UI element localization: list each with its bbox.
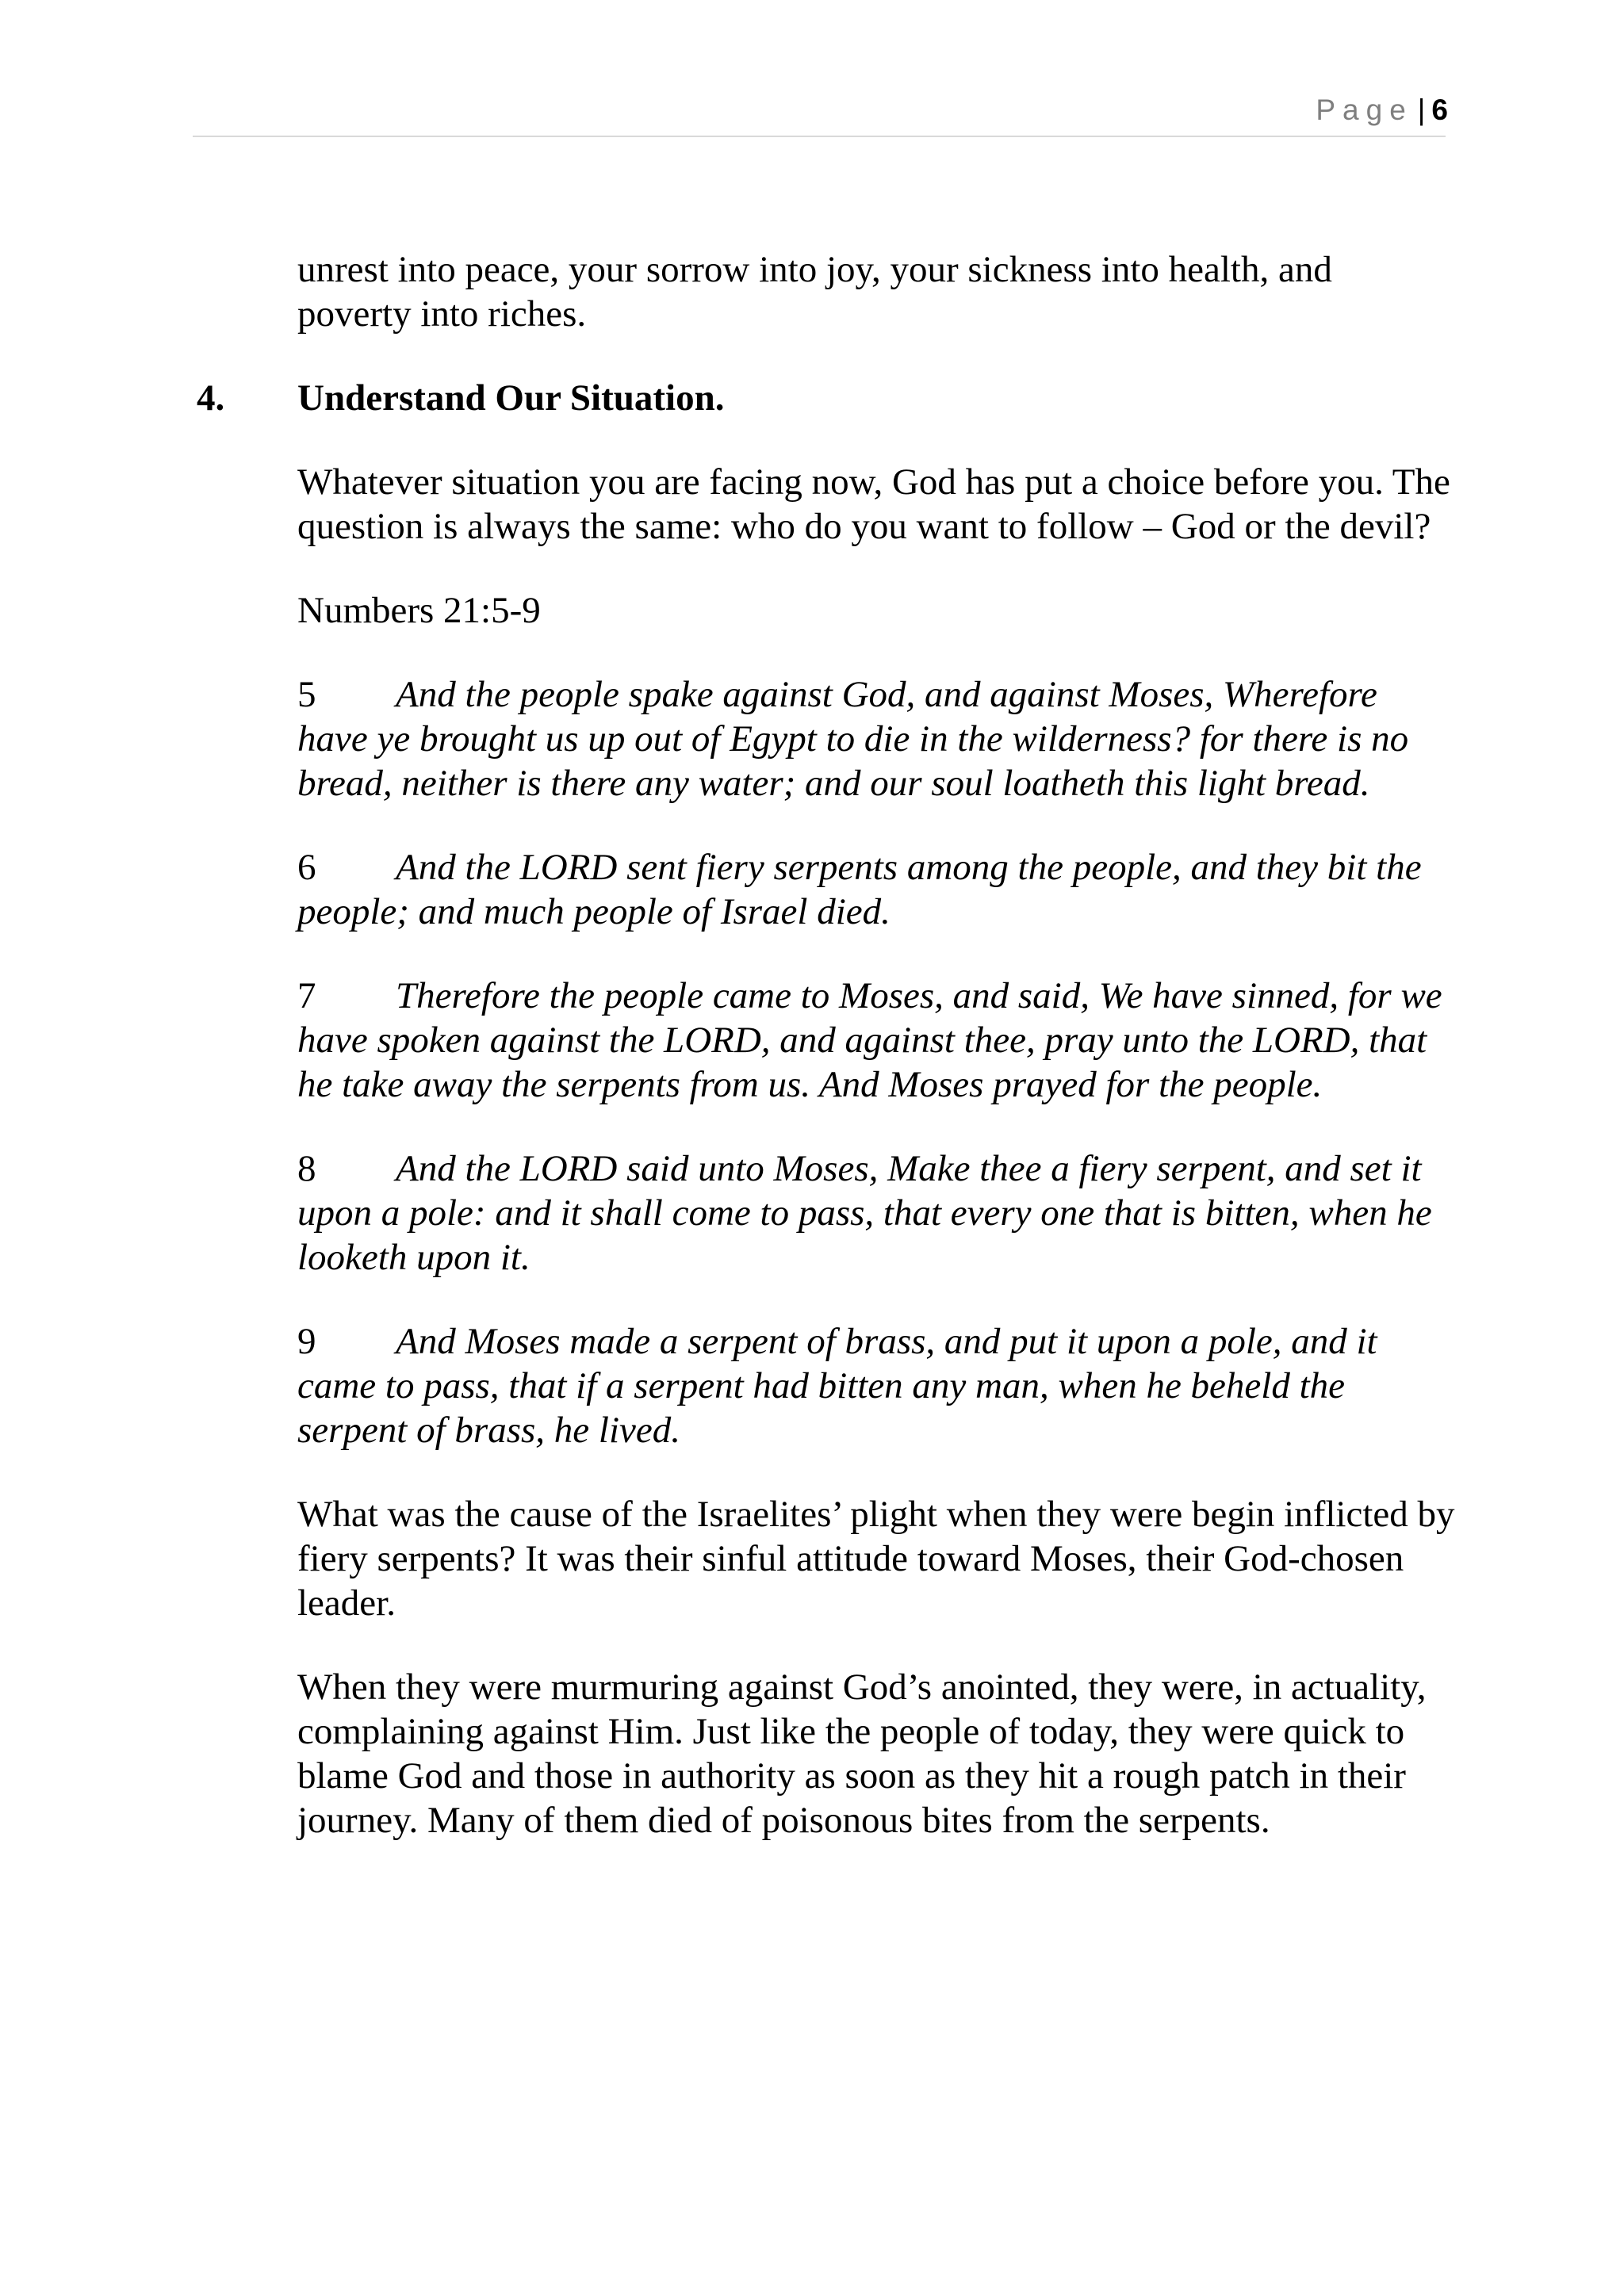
verse <box>297 974 1455 1107</box>
page-separator: | <box>1417 94 1426 126</box>
verse-number: 6 <box>297 847 316 888</box>
verse <box>297 845 1455 934</box>
cause-paragraph: What was the cause of the Israelites’ plight when they were begin inflicted by fiery serpents? It was their sinful attitude toward Moses, their God-chosen leader. <box>297 1494 1455 1624</box>
verse-number: 7 <box>297 975 316 1016</box>
page-body <box>197 247 1455 1882</box>
scripture-reference: Numbers 21:5-9 <box>297 590 541 631</box>
section-number: 4. <box>197 377 225 419</box>
verse-text: And the people spake against God, and against Moses, Wherefore have ye brought us up out of Egypt to die in the wilderness? for there is no bread, neither is there any water; and our soul loatheth this light bread. <box>297 674 1409 804</box>
header-rule <box>193 136 1446 137</box>
verse-text: And the LORD said unto Moses, Make thee a fiery serpent, and set it upon a pole: and it shall come to pass, that every one that is bitten, when he looketh upon it. <box>297 1148 1432 1278</box>
verse-number: 5 <box>297 674 316 715</box>
verse <box>297 1319 1455 1452</box>
page-number: 6 <box>1431 94 1448 126</box>
verse <box>297 672 1455 806</box>
page-label: Page <box>1316 94 1413 126</box>
page-header <box>1316 94 1448 127</box>
verse <box>297 1146 1455 1280</box>
verse-number: 9 <box>297 1321 316 1362</box>
intro-paragraph: Whatever situation you are facing now, God has put a choice before you. The question is always the same: who do you want to follow – God or the devil? <box>297 461 1450 547</box>
verse-text: Therefore the people came to Moses, and said, We have sinned, for we have spoken against the LORD, and against thee, pray unto the LORD, that he take away the serpents from us. And Moses prayed for the people. <box>297 975 1442 1105</box>
verse-text: And Moses made a serpent of brass, and put it upon a pole, and it came to pass, that if a serpent had bitten any man, when he beheld the serpent of brass, he lived. <box>297 1321 1377 1451</box>
verse-text: And the LORD sent fiery serpents among the people, and they bit the people; and much people of Israel died. <box>297 847 1422 932</box>
continuation-paragraph: unrest into peace, your sorrow into joy, your sickness into health, and poverty into riches. <box>297 249 1332 335</box>
section-heading <box>197 376 1455 420</box>
section-title: Understand Our Situation. <box>297 377 725 419</box>
verse-number: 8 <box>297 1148 316 1189</box>
murmuring-paragraph: When they were murmuring against God’s anointed, they were, in actuality, complaining against Him. Just like the people of today, they were quick to blame God and those in authority as soon as they hit a rough patch in their journey. Many of them died of poisonous bites from the serpents. <box>297 1667 1427 1841</box>
